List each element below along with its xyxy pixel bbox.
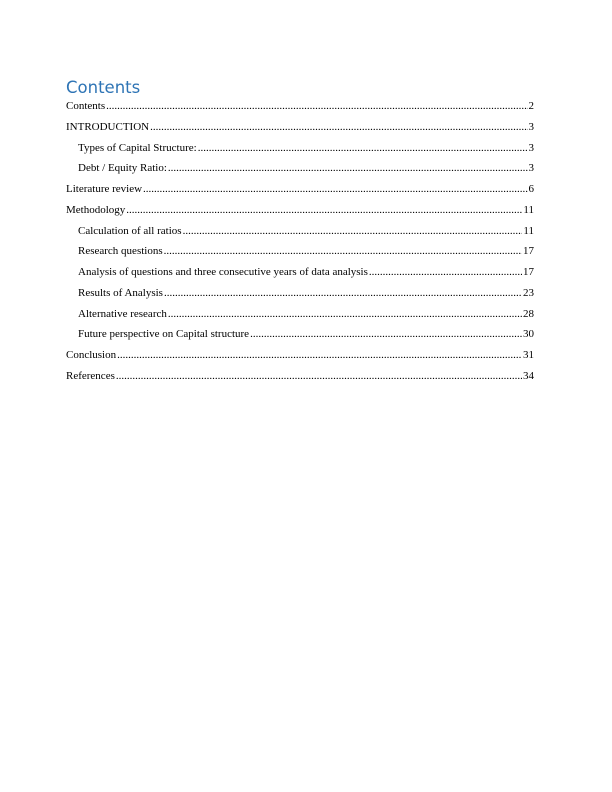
- toc-entry-title[interactable]: Analysis of questions and three consecutive years of data analysis: [78, 266, 368, 278]
- toc-dot-leader: [168, 308, 522, 320]
- toc-entry-title[interactable]: Alternative research: [78, 307, 167, 320]
- toc-dot-leader: [143, 183, 527, 195]
- toc-entry[interactable]: [66, 266, 534, 287]
- toc-entry[interactable]: [66, 183, 534, 204]
- toc-entry[interactable]: [66, 308, 534, 329]
- toc-dot-leader: [164, 245, 522, 257]
- toc-entry[interactable]: [66, 162, 534, 183]
- toc-entry-title[interactable]: Literature review: [66, 183, 143, 195]
- toc-dot-leader: [168, 162, 528, 174]
- toc-entry[interactable]: [66, 328, 534, 349]
- toc-dot-leader: [250, 328, 522, 340]
- toc-entry-page-number[interactable]: 3: [528, 120, 534, 133]
- toc-entry-title[interactable]: Types of Capital Structure:: [78, 141, 197, 154]
- toc-dot-leader: [150, 121, 527, 133]
- toc-entry[interactable]: [66, 100, 534, 121]
- toc-entry-title[interactable]: Contents: [66, 100, 106, 112]
- toc-dot-leader: [164, 287, 522, 299]
- toc-dot-leader: [183, 225, 523, 237]
- toc-entry-page-number[interactable]: 30: [523, 328, 534, 341]
- toc-entry-page-number[interactable]: 31: [523, 349, 534, 361]
- toc-entry[interactable]: [66, 121, 534, 142]
- toc-dot-leader: [116, 370, 522, 382]
- toc-entry-title[interactable]: Results of Analysis: [78, 286, 163, 299]
- toc-entry-page-number[interactable]: 6: [528, 183, 534, 195]
- toc-entry[interactable]: [66, 204, 534, 225]
- toc-entry[interactable]: [66, 245, 534, 266]
- toc-entry-page-number[interactable]: 2: [528, 100, 534, 112]
- toc-dot-leader: [126, 204, 522, 216]
- toc-entry-page-number[interactable]: 11: [523, 224, 534, 237]
- toc-entry-title[interactable]: INTRODUCTION: [66, 120, 150, 133]
- toc-dot-leader: [106, 100, 527, 112]
- toc-heading: Contents: [66, 78, 141, 97]
- toc-entry-title[interactable]: References: [66, 369, 115, 382]
- toc-entry-title[interactable]: Future perspective on Capital structure: [78, 328, 250, 341]
- toc-entry[interactable]: [66, 225, 534, 246]
- toc-dot-leader: [369, 266, 522, 278]
- toc-dot-leader: [198, 142, 528, 154]
- toc-entry[interactable]: [66, 370, 534, 391]
- toc-entry-page-number[interactable]: 3: [528, 162, 534, 175]
- toc-entry-page-number[interactable]: 23: [523, 286, 534, 299]
- toc-entry-page-number[interactable]: 17: [523, 266, 534, 278]
- toc-entry-page-number[interactable]: 28: [523, 307, 534, 320]
- table-of-contents: [66, 100, 534, 391]
- toc-dot-leader: [117, 349, 522, 361]
- toc-entry-page-number[interactable]: 3: [528, 141, 534, 154]
- toc-entry-title[interactable]: Calculation of all ratios: [78, 224, 182, 237]
- toc-entry-title[interactable]: Methodology: [66, 203, 126, 216]
- toc-entry[interactable]: [66, 287, 534, 308]
- toc-entry-title[interactable]: Conclusion: [66, 349, 117, 361]
- toc-entry-page-number[interactable]: 17: [523, 245, 534, 258]
- toc-entry-page-number[interactable]: 11: [523, 203, 534, 216]
- toc-entry-title[interactable]: Debt / Equity Ratio:: [78, 162, 167, 175]
- toc-entry-page-number[interactable]: 34: [523, 369, 534, 382]
- toc-entry-title[interactable]: Research questions: [78, 245, 163, 258]
- toc-entry[interactable]: [66, 142, 534, 163]
- toc-entry[interactable]: [66, 349, 534, 370]
